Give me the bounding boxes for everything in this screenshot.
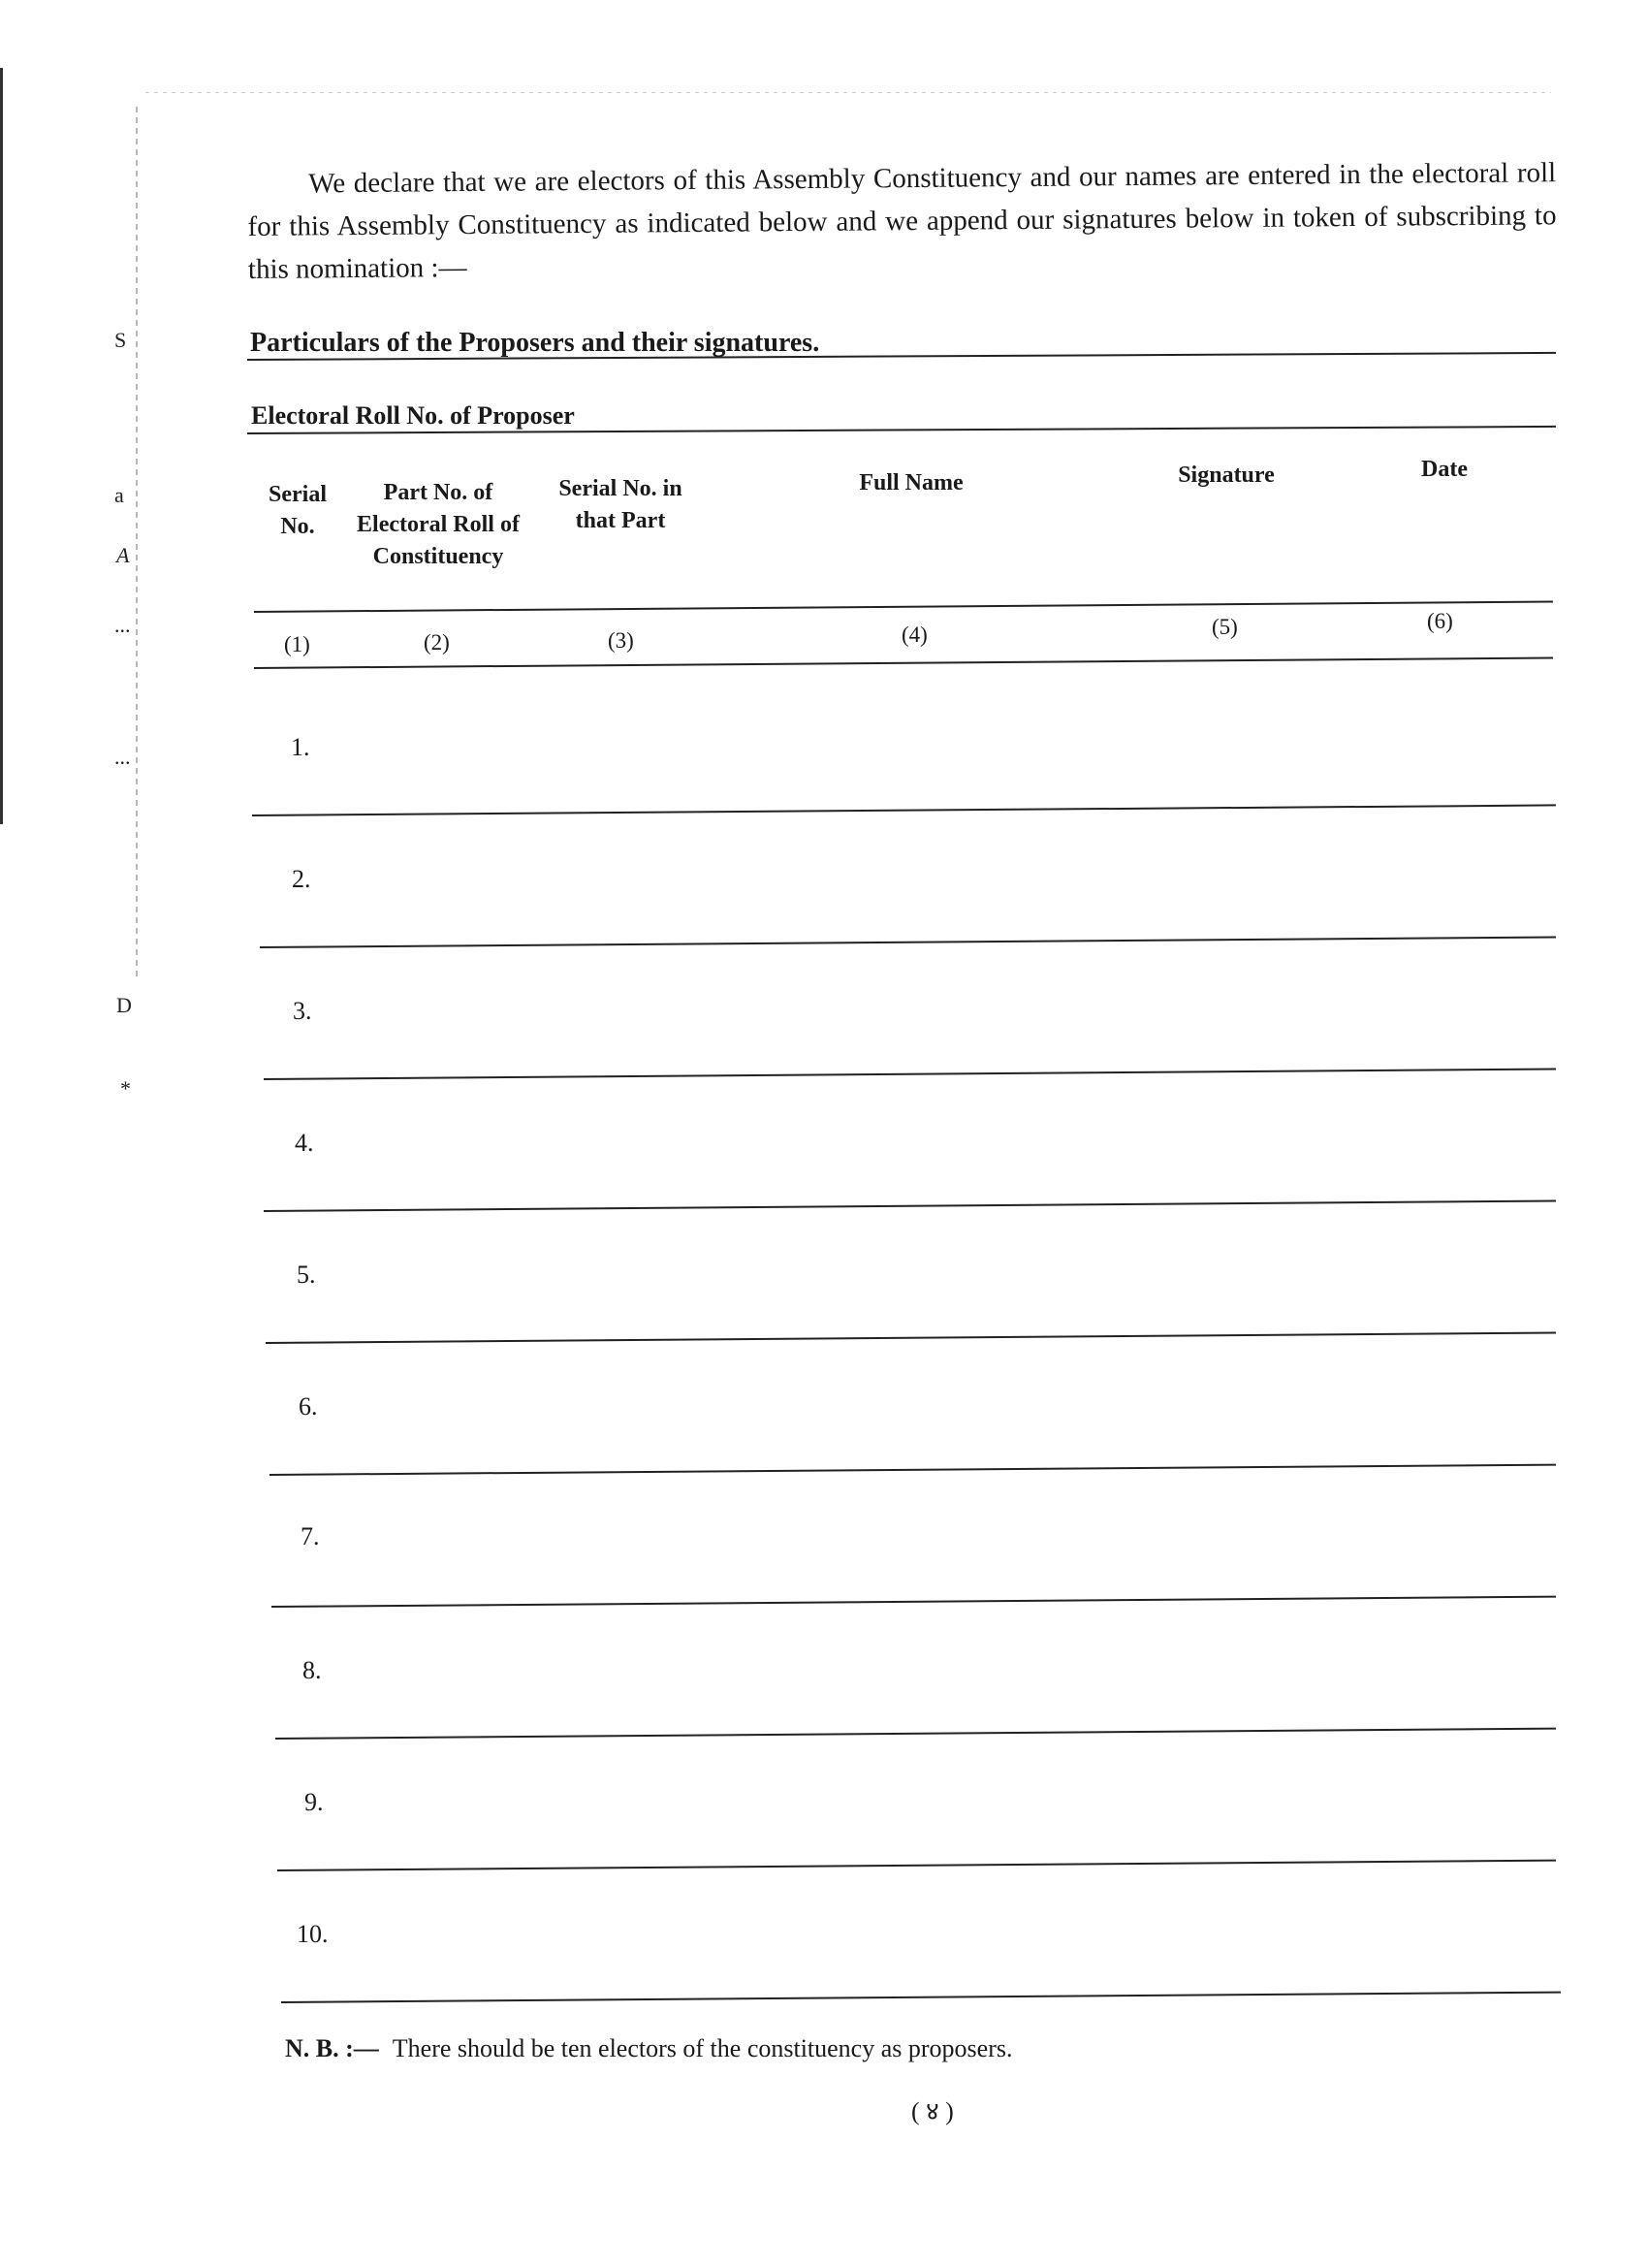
scan-top-line bbox=[145, 92, 1551, 93]
row-line bbox=[260, 936, 1556, 948]
margin-fragment: S bbox=[114, 328, 127, 352]
row-line bbox=[252, 804, 1556, 816]
margin-fragment: ... bbox=[114, 613, 131, 637]
rule-under-headers bbox=[254, 600, 1553, 613]
header-part-no: Part No. of Electoral Roll of Constituency bbox=[357, 480, 520, 569]
rule-under-column-numbers bbox=[254, 656, 1553, 669]
row-number: 7. bbox=[301, 1522, 320, 1550]
page-number: ( ४ ) bbox=[911, 2097, 954, 2125]
footnote bbox=[285, 2034, 1012, 2063]
header-date: Date bbox=[1421, 457, 1468, 482]
margin-fragment: * bbox=[120, 1076, 131, 1101]
header-serial-in-part: Serial No. in that Part bbox=[558, 476, 682, 533]
column-number: (6) bbox=[1427, 609, 1453, 633]
row-line bbox=[266, 1332, 1556, 1344]
particulars-heading: Particulars of the Proposers and their signatures. bbox=[250, 328, 820, 358]
row-number: 1. bbox=[291, 733, 310, 761]
footnote-text: There should be ten electors of the constituency as proposers. bbox=[392, 2034, 1013, 2062]
binding-margin-line bbox=[136, 107, 138, 979]
row-line bbox=[275, 1728, 1556, 1740]
margin-fragment: A bbox=[116, 543, 130, 567]
header-full-name: Full Name bbox=[859, 470, 964, 495]
header-signature: Signature bbox=[1178, 463, 1275, 488]
row-line bbox=[264, 1069, 1556, 1080]
column-number: (1) bbox=[284, 632, 310, 656]
row-number: 8. bbox=[302, 1656, 322, 1684]
row-number: 3. bbox=[293, 997, 312, 1025]
scan-edge bbox=[0, 68, 3, 824]
declaration-text: We declare that we are electors of this Assembly Constituency and our names are entered in the electoral roll for this Assembly Constituency as indicated below and we append our signatures below in token of subscribing to this nomination :— bbox=[247, 157, 1557, 285]
row-number: 10. bbox=[297, 1920, 329, 1948]
footnote-label: N. B. :— bbox=[285, 2034, 379, 2062]
margin-fragment: D bbox=[116, 993, 132, 1017]
row-line bbox=[269, 1464, 1556, 1476]
column-number: (2) bbox=[424, 630, 450, 655]
row-number: 2. bbox=[292, 865, 311, 893]
electoral-roll-label: Electoral Roll No. of Proposer bbox=[251, 401, 575, 430]
row-line bbox=[277, 1860, 1556, 1871]
row-number: 9. bbox=[304, 1788, 324, 1816]
row-number: 5. bbox=[297, 1261, 316, 1289]
column-number: (5) bbox=[1212, 615, 1238, 639]
row-number: 4. bbox=[295, 1129, 314, 1157]
margin-fragment: ... bbox=[114, 745, 131, 769]
margin-fragment: a bbox=[114, 483, 124, 507]
row-line bbox=[281, 1992, 1561, 2003]
row-line bbox=[264, 1200, 1556, 1212]
row-number: 6. bbox=[299, 1392, 318, 1421]
column-number: (4) bbox=[902, 623, 928, 647]
row-line bbox=[271, 1596, 1556, 1608]
column-number: (3) bbox=[608, 628, 634, 653]
header-serial-no: Serial No. bbox=[269, 482, 327, 539]
